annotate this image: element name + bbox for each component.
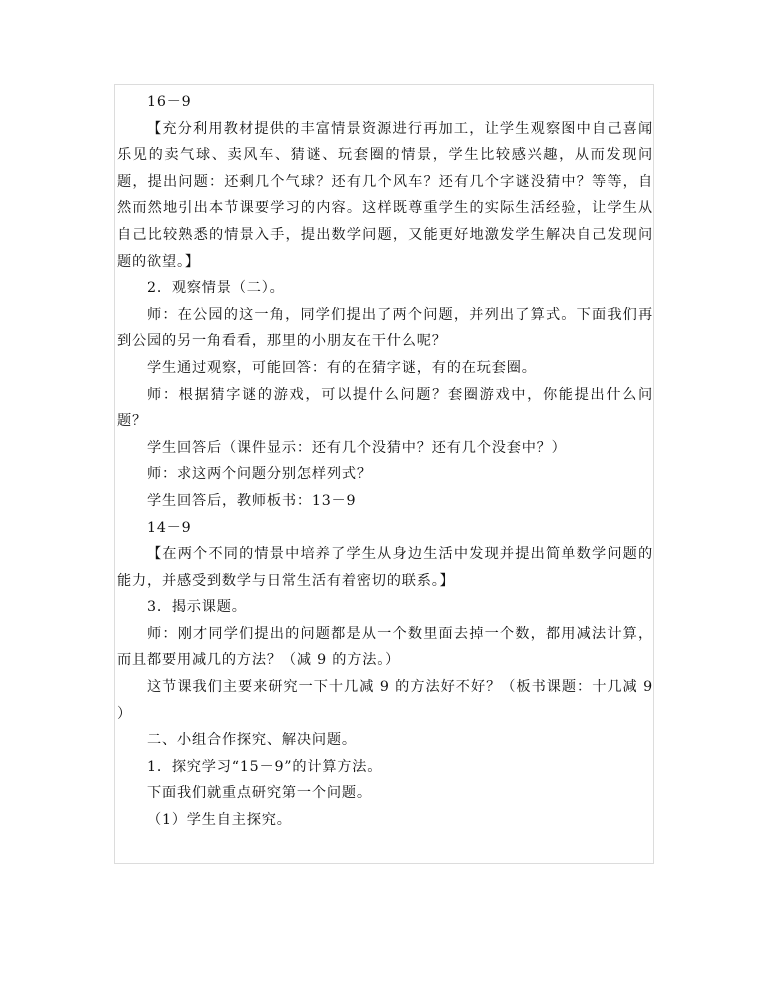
paragraph-16: 1．探究学习“15－9”的计算方法。 xyxy=(147,758,383,775)
paragraph-2: 【充分利用教材提供的丰富情景资源进行再加工，让学生观察图中自己喜闻乐见的卖气球、卖风车、猜谜、玩套圈的情景，学生比较感兴趣，从而发现问题，提出问题：还剩几个气球？还有几个风车？还有几个字谜没猜中？等等，自然而然地引出本节课要学习的内容。这样既尊重学生的实际生活经验，让学生从自己比较熟悉的情景入手，提出数学问题，又能更好地激发学生解决自己发现问题的欲望。】 xyxy=(117,120,653,270)
paragraph-3: 2．观察情景（二）。 xyxy=(147,280,285,297)
paragraph-12: 3．揭示课题。 xyxy=(147,599,247,616)
paragraph-5: 学生通过观察，可能回答：有的在猜字谜，有的在玩套圈。 xyxy=(147,359,537,376)
paragraph-7: 学生回答后（课件显示：还有几个没猜中？还有几个没套中？） xyxy=(147,439,567,456)
paragraph-9: 学生回答后，教师板书：13－9 xyxy=(147,492,357,509)
document-body xyxy=(117,89,653,834)
paragraph-17: 下面我们就重点研究第一个问题。 xyxy=(147,785,372,802)
paragraph-18: （1）学生自主探究。 xyxy=(147,812,292,829)
paragraph-14: 这节课我们主要来研究一下十几减 9 的方法好不好？（板书课题：十几减 9 ） xyxy=(117,679,653,722)
paragraph-13: 师：刚才同学们提出的问题都是从一个数里面去掉一个数，都用减法计算，而且都要用减几的方法？（减 9 的方法。） xyxy=(117,625,653,669)
paragraph-1: 16－9 xyxy=(147,94,192,110)
paragraph-8: 师：求这两个问题分别怎样列式？ xyxy=(147,466,372,483)
paragraph-15: 二、小组合作探究、解决问题。 xyxy=(147,732,357,749)
paragraph-11: 【在两个不同的情景中培养了学生从身边生活中发现并提出简单数学问题的能力，并感受到数学与日常生活有着密切的联系。】 xyxy=(117,546,653,589)
paragraph-4: 师：在公园的这一角，同学们提出了两个问题，并列出了算式。下面我们再到公园的另一角看看，那里的小朋友在干什么呢？ xyxy=(117,306,653,350)
paragraph-6: 师：根据猜字谜的游戏，可以提什么问题？套圈游戏中，你能提出什么问题？ xyxy=(117,386,653,430)
paragraph-10: 14－9 xyxy=(147,519,192,536)
